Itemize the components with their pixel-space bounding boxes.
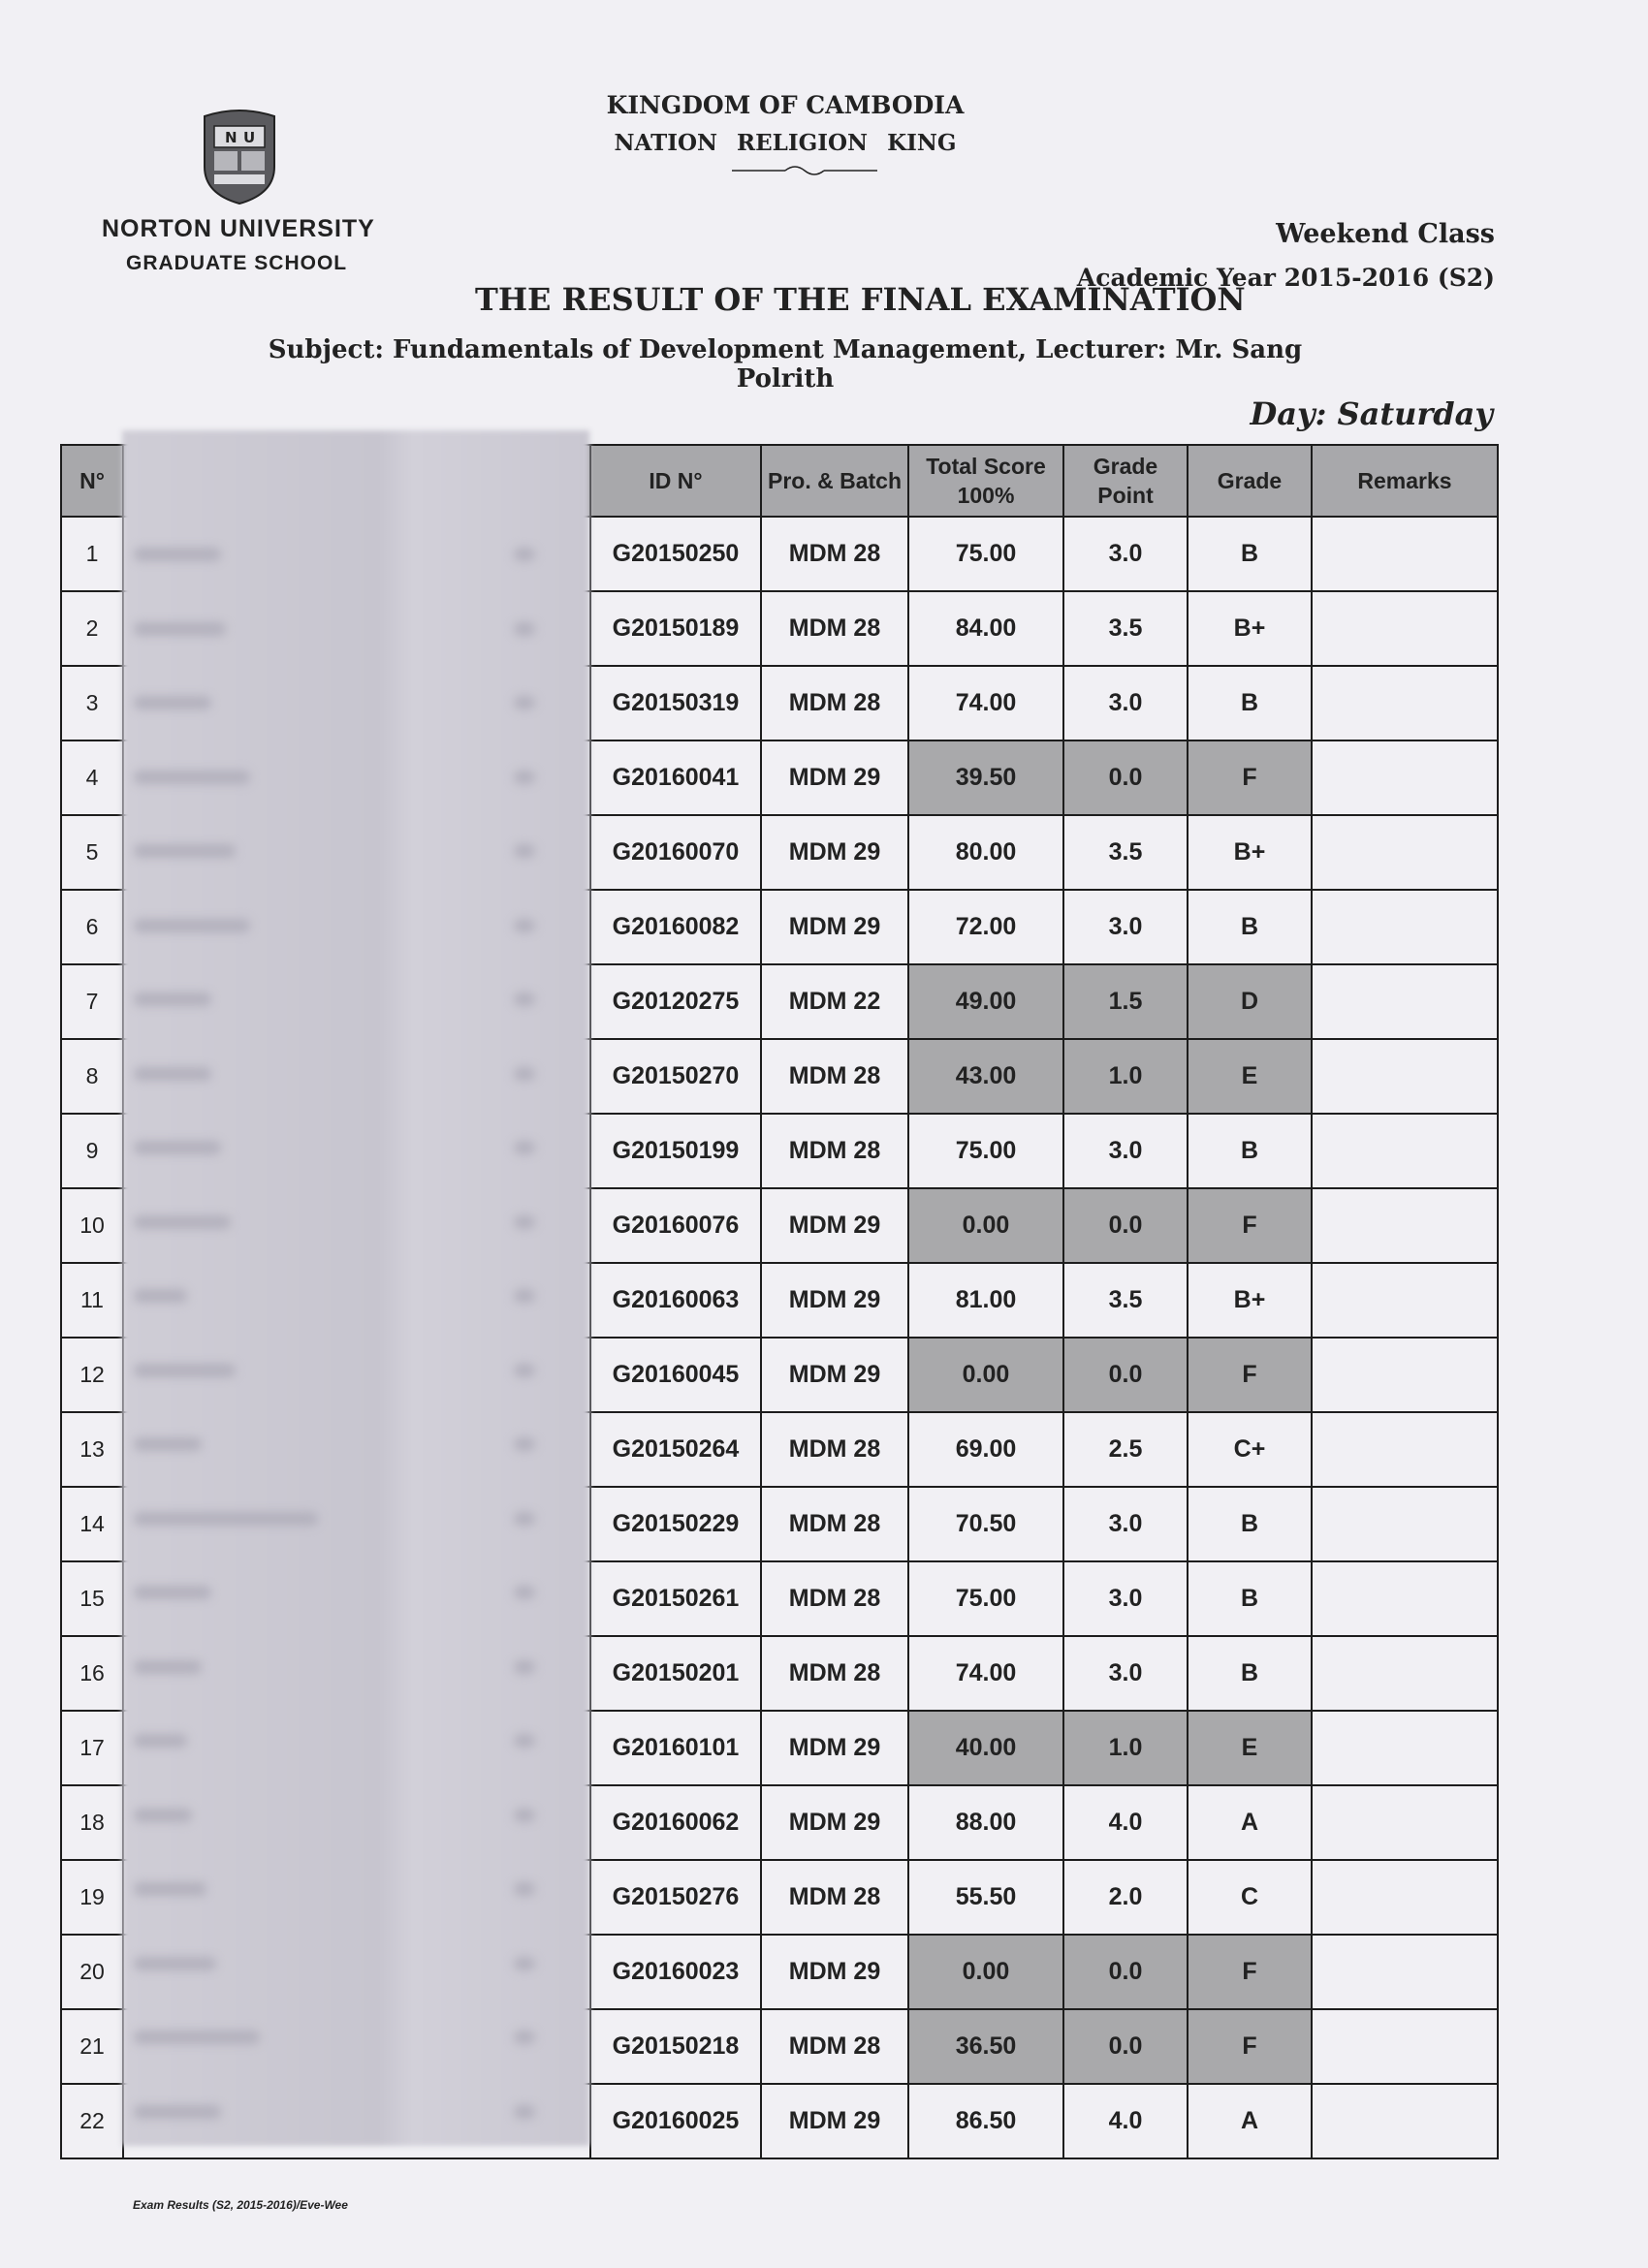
redacted-name-mark: [134, 1734, 187, 1748]
cell-grade-point: 3.5: [1063, 591, 1188, 666]
cell-batch: MDM 28: [761, 1039, 908, 1114]
cell-remarks: [1312, 815, 1498, 890]
col-header-score-line2: 100%: [957, 483, 1015, 508]
cell-batch: MDM 29: [761, 1785, 908, 1860]
redacted-name-mark: [134, 992, 211, 1006]
cell-score: 39.50: [908, 740, 1063, 815]
cell-grade-point: 3.5: [1063, 1263, 1188, 1338]
cell-grade: B+: [1188, 1263, 1312, 1338]
cell-grade-point: 0.0: [1063, 2009, 1188, 2084]
cell-grade: B: [1188, 517, 1312, 591]
cell-no: 2: [61, 591, 123, 666]
redacted-sex-mark: [514, 1586, 535, 1599]
redacted-sex-mark: [514, 1437, 535, 1451]
cell-no: 21: [61, 2009, 123, 2084]
redacted-sex-mark: [514, 1215, 535, 1229]
cell-no: 10: [61, 1188, 123, 1263]
cell-grade: B: [1188, 1114, 1312, 1188]
redacted-sex-mark: [514, 1660, 535, 1674]
redacted-sex-mark: [514, 771, 535, 784]
cell-score: 43.00: [908, 1039, 1063, 1114]
cell-score: 70.50: [908, 1487, 1063, 1561]
cell-score: 80.00: [908, 815, 1063, 890]
cell-batch: MDM 29: [761, 1188, 908, 1263]
cell-grade: B: [1188, 890, 1312, 964]
cell-id: G20150319: [590, 666, 761, 740]
cell-grade-point: 1.0: [1063, 1711, 1188, 1785]
cell-batch: MDM 29: [761, 2084, 908, 2158]
cell-score: 72.00: [908, 890, 1063, 964]
redacted-sex-mark: [514, 1141, 535, 1154]
redacted-sex-mark: [514, 696, 535, 709]
kingdom-heading: KINGDOM OF CAMBODIA: [606, 91, 965, 119]
cell-grade: F: [1188, 1338, 1312, 1412]
cell-batch: MDM 28: [761, 591, 908, 666]
redacted-name-mark: [134, 1882, 206, 1896]
cell-score: 74.00: [908, 666, 1063, 740]
cell-grade-point: 3.0: [1063, 666, 1188, 740]
redacted-name-mark: [134, 548, 221, 561]
cell-grade: B+: [1188, 815, 1312, 890]
cell-remarks: [1312, 1711, 1498, 1785]
cell-batch: MDM 28: [761, 1412, 908, 1487]
cell-no: 19: [61, 1860, 123, 1935]
cell-batch: MDM 29: [761, 890, 908, 964]
cell-grade: E: [1188, 1039, 1312, 1114]
cell-id: G20160070: [590, 815, 761, 890]
cell-id: G20150264: [590, 1412, 761, 1487]
cell-grade-point: 0.0: [1063, 740, 1188, 815]
cell-grade: A: [1188, 1785, 1312, 1860]
page-title: THE RESULT OF THE FINAL EXAMINATION: [475, 281, 1246, 318]
redacted-name-mark: [134, 622, 226, 636]
cell-id: G20160023: [590, 1935, 761, 2009]
cell-no: 5: [61, 815, 123, 890]
cell-grade: B: [1188, 666, 1312, 740]
cell-score: 84.00: [908, 591, 1063, 666]
exam-day: Day: Saturday: [1250, 395, 1493, 432]
redacted-name-mark: [134, 919, 250, 932]
cell-remarks: [1312, 1412, 1498, 1487]
cell-remarks: [1312, 591, 1498, 666]
redacted-name-mark: [134, 2031, 260, 2044]
cell-remarks: [1312, 1860, 1498, 1935]
cell-remarks: [1312, 890, 1498, 964]
col-header-score: [908, 445, 1063, 517]
cell-remarks: [1312, 1636, 1498, 1711]
cell-no: 20: [61, 1935, 123, 2009]
cell-id: G20160076: [590, 1188, 761, 1263]
cell-grade-point: 1.0: [1063, 1039, 1188, 1114]
cell-grade-point: 2.5: [1063, 1412, 1188, 1487]
cell-score: 0.00: [908, 1338, 1063, 1412]
cell-grade: F: [1188, 1935, 1312, 2009]
cell-score: 88.00: [908, 1785, 1063, 1860]
academic-year: Academic Year 2015-2016 (S2): [1076, 264, 1495, 292]
cell-score: 40.00: [908, 1711, 1063, 1785]
cell-no: 4: [61, 740, 123, 815]
cell-no: 17: [61, 1711, 123, 1785]
cell-id: G20150261: [590, 1561, 761, 1636]
cell-remarks: [1312, 1785, 1498, 1860]
redacted-name-mark: [134, 1141, 221, 1154]
svg-text:U: U: [243, 129, 256, 146]
cell-id: G20160025: [590, 2084, 761, 2158]
redacted-sex-mark: [514, 1809, 535, 1822]
col-header-grade-point: [1063, 445, 1188, 517]
cell-id: G20150218: [590, 2009, 761, 2084]
cell-remarks: [1312, 740, 1498, 815]
cell-grade-point: 4.0: [1063, 1785, 1188, 1860]
cell-batch: MDM 29: [761, 740, 908, 815]
cell-remarks: [1312, 1487, 1498, 1561]
cell-remarks: [1312, 1561, 1498, 1636]
cell-batch: MDM 29: [761, 1711, 908, 1785]
redacted-sex-mark: [514, 1882, 535, 1896]
cell-remarks: [1312, 964, 1498, 1039]
redacted-sex-mark: [514, 919, 535, 932]
cell-no: 16: [61, 1636, 123, 1711]
cell-grade: F: [1188, 1188, 1312, 1263]
redacted-name-mark: [134, 1660, 202, 1674]
cell-grade: E: [1188, 1711, 1312, 1785]
cell-batch: MDM 28: [761, 666, 908, 740]
subject-line: Subject: Fundamentals of Development Management, Lecturer: Mr. Sang Polrith: [268, 335, 1303, 394]
cell-no: 14: [61, 1487, 123, 1561]
university-name: NORTON UNIVERSITY: [102, 215, 375, 242]
cell-id: G20150250: [590, 517, 761, 591]
cell-id: G20150199: [590, 1114, 761, 1188]
cell-grade-point: 3.0: [1063, 1487, 1188, 1561]
cell-id: G20160063: [590, 1263, 761, 1338]
cell-grade: B: [1188, 1636, 1312, 1711]
cell-batch: MDM 29: [761, 1263, 908, 1338]
cell-no: 3: [61, 666, 123, 740]
col-header-gp-line2: Point: [1097, 483, 1154, 508]
cell-batch: MDM 29: [761, 1935, 908, 2009]
cell-remarks: [1312, 1039, 1498, 1114]
cell-remarks: [1312, 2009, 1498, 2084]
col-header-no: N°: [61, 445, 123, 517]
redacted-sex-mark: [514, 992, 535, 1006]
col-header-score-line1: Total Score: [926, 454, 1046, 479]
redacted-sex-mark: [514, 2031, 535, 2044]
cell-batch: MDM 28: [761, 2009, 908, 2084]
cell-id: G20160101: [590, 1711, 761, 1785]
redacted-sex-mark: [514, 548, 535, 561]
class-type: Weekend Class: [1276, 219, 1495, 249]
cell-batch: MDM 28: [761, 1114, 908, 1188]
redacted-sex-mark: [514, 1364, 535, 1377]
cell-grade-point: 4.0: [1063, 2084, 1188, 2158]
cell-grade-point: 1.5: [1063, 964, 1188, 1039]
cell-no: 15: [61, 1561, 123, 1636]
cell-grade-point: 3.0: [1063, 890, 1188, 964]
cell-score: 36.50: [908, 2009, 1063, 2084]
university-crest-icon: [199, 109, 280, 205]
cell-grade: F: [1188, 2009, 1312, 2084]
cell-batch: MDM 28: [761, 1487, 908, 1561]
cell-id: G20150276: [590, 1860, 761, 1935]
svg-text:N: N: [225, 129, 238, 146]
cell-no: 1: [61, 517, 123, 591]
cell-grade-point: 3.0: [1063, 1636, 1188, 1711]
cell-remarks: [1312, 1338, 1498, 1412]
col-header-grade: Grade: [1188, 445, 1312, 517]
cell-id: G20150189: [590, 591, 761, 666]
cell-score: 69.00: [908, 1412, 1063, 1487]
redacted-name-mark: [134, 1364, 236, 1377]
redacted-name-mark: [134, 1586, 211, 1599]
cell-no: 8: [61, 1039, 123, 1114]
cell-batch: MDM 28: [761, 1860, 908, 1935]
redacted-name-mark: [134, 1215, 231, 1229]
cell-id: G20160041: [590, 740, 761, 815]
cell-batch: MDM 22: [761, 964, 908, 1039]
cell-batch: MDM 29: [761, 1338, 908, 1412]
cell-id: G20120275: [590, 964, 761, 1039]
cell-remarks: [1312, 517, 1498, 591]
redacted-name-mark: [134, 1809, 192, 1822]
cell-score: 0.00: [908, 1188, 1063, 1263]
cell-grade-point: 3.0: [1063, 1114, 1188, 1188]
cell-remarks: [1312, 2084, 1498, 2158]
cell-remarks: [1312, 1263, 1498, 1338]
cell-batch: MDM 29: [761, 815, 908, 890]
redacted-name-mark: [134, 1067, 211, 1081]
cell-id: G20160082: [590, 890, 761, 964]
cell-no: 12: [61, 1338, 123, 1412]
cell-grade-point: 3.0: [1063, 1561, 1188, 1636]
cell-grade: F: [1188, 740, 1312, 815]
cell-score: 49.00: [908, 964, 1063, 1039]
footer-note: Exam Results (S2, 2015-2016)/Eve-Wee: [133, 2198, 348, 2212]
cell-score: 75.00: [908, 1114, 1063, 1188]
cell-id: G20150229: [590, 1487, 761, 1561]
cell-grade-point: 0.0: [1063, 1338, 1188, 1412]
cell-no: 11: [61, 1263, 123, 1338]
redacted-sex-mark: [514, 1067, 535, 1081]
school-name: GRADUATE SCHOOL: [126, 252, 348, 274]
redacted-sex-mark: [514, 2105, 535, 2119]
redacted-name-mark: [134, 1957, 216, 1970]
cell-grade: B: [1188, 1487, 1312, 1561]
cell-grade: B+: [1188, 591, 1312, 666]
ornament-divider-icon: [732, 163, 877, 178]
redacted-sex-mark: [514, 1512, 535, 1526]
cell-remarks: [1312, 1188, 1498, 1263]
redacted-name-mark: [134, 1289, 187, 1303]
national-motto: NATION RELIGION KING: [614, 130, 957, 156]
redacted-name-mark: [134, 771, 250, 784]
cell-batch: MDM 28: [761, 1561, 908, 1636]
cell-score: 0.00: [908, 1935, 1063, 2009]
cell-grade: B: [1188, 1561, 1312, 1636]
cell-score: 74.00: [908, 1636, 1063, 1711]
cell-remarks: [1312, 1114, 1498, 1188]
cell-score: 81.00: [908, 1263, 1063, 1338]
cell-no: 6: [61, 890, 123, 964]
col-header-remarks: Remarks: [1312, 445, 1498, 517]
cell-score: 86.50: [908, 2084, 1063, 2158]
cell-no: 18: [61, 1785, 123, 1860]
redacted-sex-mark: [514, 622, 535, 636]
cell-id: G20160062: [590, 1785, 761, 1860]
redacted-sex-mark: [514, 1289, 535, 1303]
redacted-name-mark: [134, 1512, 318, 1526]
redacted-name-mark: [134, 696, 211, 709]
cell-score: 75.00: [908, 517, 1063, 591]
cell-grade-point: 0.0: [1063, 1188, 1188, 1263]
cell-batch: MDM 28: [761, 1636, 908, 1711]
cell-no: 7: [61, 964, 123, 1039]
cell-no: 22: [61, 2084, 123, 2158]
cell-grade-point: 2.0: [1063, 1860, 1188, 1935]
cell-grade: D: [1188, 964, 1312, 1039]
cell-grade: C+: [1188, 1412, 1312, 1487]
redacted-name-mark: [134, 1437, 202, 1451]
redacted-sex-mark: [514, 844, 535, 858]
cell-grade-point: 0.0: [1063, 1935, 1188, 2009]
cell-grade: C: [1188, 1860, 1312, 1935]
col-header-gp-line1: Grade: [1093, 454, 1158, 479]
cell-no: 13: [61, 1412, 123, 1487]
cell-remarks: [1312, 1935, 1498, 2009]
cell-id: G20150201: [590, 1636, 761, 1711]
col-header-id: ID N°: [590, 445, 761, 517]
cell-grade-point: 3.5: [1063, 815, 1188, 890]
col-header-batch: Pro. & Batch: [761, 445, 908, 517]
cell-grade-point: 3.0: [1063, 517, 1188, 591]
cell-score: 55.50: [908, 1860, 1063, 1935]
redacted-sex-mark: [514, 1957, 535, 1970]
cell-id: G20160045: [590, 1338, 761, 1412]
cell-score: 75.00: [908, 1561, 1063, 1636]
cell-no: 9: [61, 1114, 123, 1188]
cell-grade: A: [1188, 2084, 1312, 2158]
redacted-name-mark: [134, 2105, 221, 2119]
cell-remarks: [1312, 666, 1498, 740]
redacted-sex-mark: [514, 1734, 535, 1748]
cell-batch: MDM 28: [761, 517, 908, 591]
cell-id: G20150270: [590, 1039, 761, 1114]
redacted-name-mark: [134, 844, 236, 858]
